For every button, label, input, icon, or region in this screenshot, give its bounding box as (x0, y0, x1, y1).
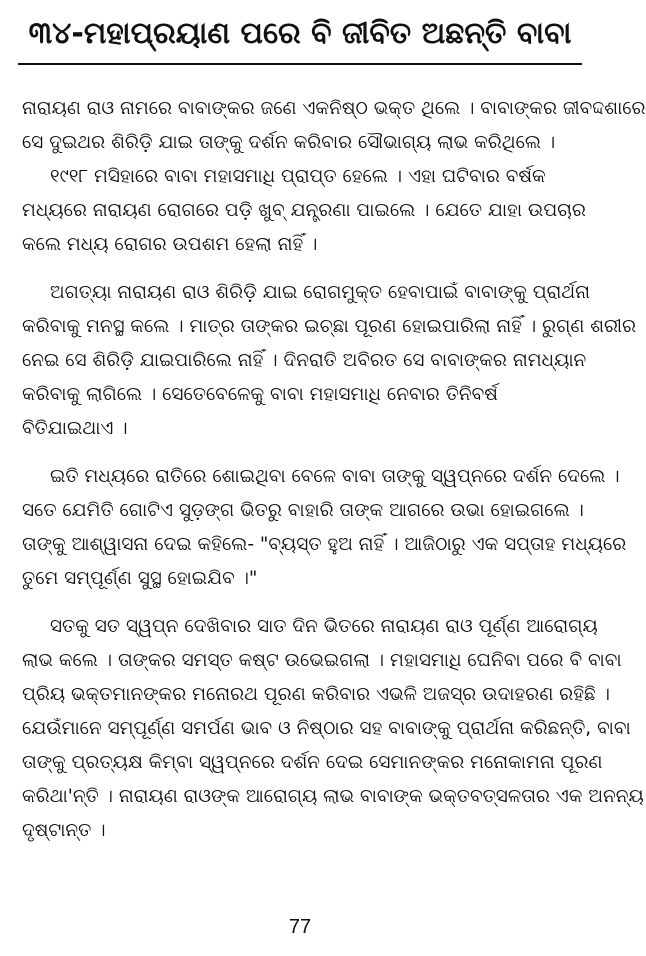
paragraph-1 (22, 92, 646, 262)
text-line: ଦୃଷ୍ଟାନ୍ତ । (22, 820, 106, 841)
text-line: ତାଙ୍କୁ ଆଶ୍ୱାସନା ଦେଇ କହିଲେ- "ବ୍ୟସ୍ତ ହୁଅ ନାହିଁ । ଆଜିଠାରୁ ଏକ ସପ୍ତାହ ମଧ୍ୟରେ (22, 534, 627, 555)
text-line: ତୁମେ ସମ୍ପୂର୍ଣ୍ଣ ସୁସ୍ଥ ହୋଇଯିବ ।" (22, 568, 258, 589)
text-line: ସତେ ଯେମିତି ଗୋଟିଏ ସୁଡ଼ଙ୍ଗ ଭିତରୁ ବାହାରି ତାଙ୍କ ଆଗରେ ଉଭା ହୋଇଗଲେ । (22, 500, 584, 521)
paragraph-3 (22, 460, 627, 596)
text-line: ଯେଉଁମାନେ ସମ୍ପୂର୍ଣ୍ଣ ସମର୍ପଣ ଭାବ ଓ ନିଷ୍ଠାର ସହ ବାବାଙ୍କୁ ପ୍ରାର୍ଥନା କରିଛନ୍ତି, ବାବା (22, 718, 631, 739)
text-line: ନେଇ ସେ ଶିରିଡ଼ି ଯାଇପାରିଲେ ନାହିଁ । ଦିନରାତି ଅବିରତ ସେ ବାବାଙ୍କର ନାମଧ୍ୟାନ (22, 350, 587, 371)
text-line: ପ୍ରିୟ ଭକ୍ତମାନଙ୍କର ମନୋରଥ ପୂରଣ କରିବାର ଏଭଳି ଅଜସ୍ର ଉଦାହରଣ ରହିଛି । (22, 684, 610, 705)
text-line: କରିବାକୁ ମନସ୍ଥ କଲେ । ମାତ୍ର ତାଙ୍କର ଇଚ୍ଛା ପୂରଣ ହୋଇପାରିଲା ନାହିଁ । ରୁଗ୍ଣ ଶରୀର (22, 316, 637, 337)
paragraph-4 (22, 610, 644, 848)
text-line: କରିଥା'ନ୍ତି । ନାରାୟଣ ରାଓଙ୍କ ଆରୋଗ୍ୟ ଲାଭ ବାବାଙ୍କ ଭକ୍ତବତ୍ସଳତାର ଏକ ଅନନ୍ୟ (22, 786, 644, 807)
text-line: ଇତି ମଧ୍ୟରେ ରାତିରେ ଶୋଇଥିବା ବେଳେ ବାବା ତାଙ୍କୁ ସ୍ୱପ୍ନରେ ଦର୍ଶନ ଦେଲେ । (50, 466, 620, 487)
chapter-title: ୩୪-ମହାପ୍ରୟାଣ ପରେ ବି ଜୀବିତ ଅଛନ୍ତି ବାବା (28, 16, 572, 51)
text-line: ସତକୁ ସତ ସ୍ୱପ୍ନ ଦେଖିବାର ସାତ ଦିନ ଭିତରେ ନାରାୟଣ ରାଓ ପୂର୍ଣ୍ଣ ଆରୋଗ୍ୟ (50, 616, 598, 637)
text-line: କଲେ ମଧ୍ୟ ରୋଗର ଉପଶମ ହେଲା ନାହିଁ । (22, 234, 318, 255)
text-line: କରିବାକୁ ଲାଗିଲେ । ସେତେବେଳେକୁ ବାବା ମହାସମାଧି ନେବାର ତିନିବର୍ଷ (22, 384, 498, 405)
text-line: ନାରାୟଣ ରାଓ ନାମରେ ବାବାଙ୍କର ଜଣେ ଏକନିଷ୍ଠ ଭକ୍ତ ଥିଲେ । ବାବାଙ୍କର ଜୀବଦ୍ଦଶାରେ (22, 98, 646, 119)
title-underline (18, 63, 582, 65)
text-line: ସେ ଦୁଇଥର ଶିରିଡ଼ି ଯାଇ ତାଙ୍କୁ ଦର୍ଶନ କରିବାର ସୌଭାଗ୍ୟ ଲାଭ କରିଥିଲେ । (22, 132, 556, 153)
paragraph-2 (22, 276, 637, 446)
text-line: ମଧ୍ୟରେ ନାରାୟଣ ରୋଗରେ ପଡ଼ି ଖୁବ୍ ଯନ୍ତ୍ରଣା ପାଇଲେ । ଯେତେ ଯାହା ଉପଚାର (22, 200, 586, 221)
text-line: ଲାଭ କଲେ । ତାଙ୍କର ସମସ୍ତ କଷ୍ଟ ଉଭେଇଗଲା । ମହାସମାଧି ଘେନିବା ପରେ ବି ବାବା (22, 650, 622, 671)
body-text (22, 92, 646, 862)
text-line: ବିତିଯାଇଥାଏ । (22, 418, 128, 439)
page-number: 77 (288, 916, 312, 938)
text-line: ୧୯୧୮ ମସିହାରେ ବାବା ମହାସମାଧି ପ୍ରାପ୍ତ ହେଲେ । ଏହା ଘଟିବାର ବର୍ଷକ (50, 166, 546, 187)
text-line: ତାଙ୍କୁ ପ୍ରତ୍ୟକ୍ଷ କିମ୍ବା ସ୍ୱପ୍ନରେ ଦର୍ଶନ ଦେଇ ସେମାନଙ୍କର ମନୋକାମନା ପୂରଣ (22, 752, 603, 773)
text-line: ଅଗତ୍ୟା ନାରାୟଣ ରାଓ ଶିରିଡ଼ି ଯାଇ ରୋଗମୁକ୍ତ ହେବାପାଇଁ ବାବାଙ୍କୁ ପ୍ରାର୍ଥନା (50, 282, 590, 303)
